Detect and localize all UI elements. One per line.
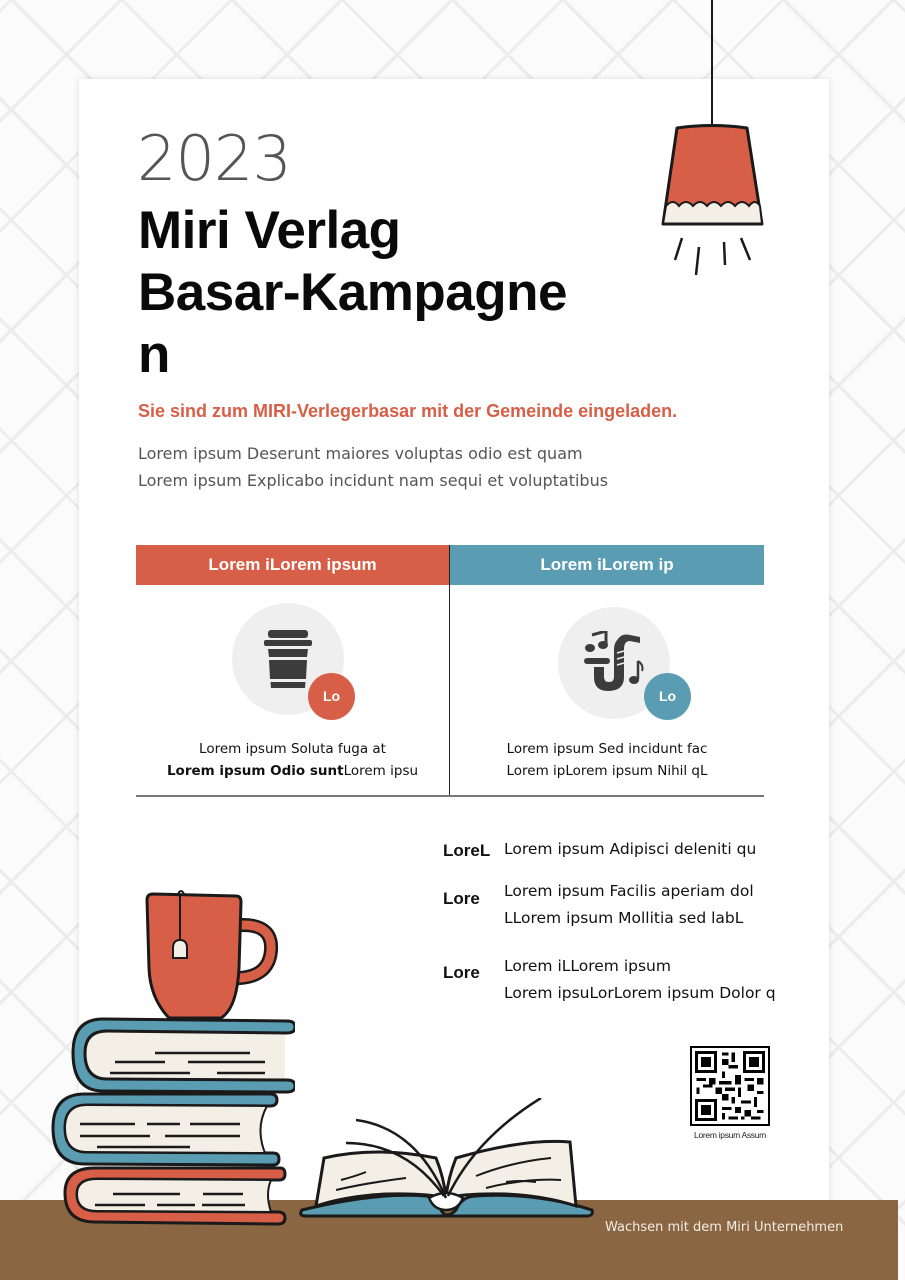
description-line: Lorem ipsum Explicabo incidunt nam sequi et voluptatibus	[138, 471, 609, 490]
badge: Lo	[308, 673, 355, 720]
column-text-line: Lorem ipLorem ipsum Nihil qL	[506, 763, 708, 779]
qr-caption: Lorem ipsum Assum	[694, 1130, 766, 1140]
year-label: 2023	[137, 122, 291, 195]
feature-column-coffee	[136, 545, 450, 795]
bold-text: Lorem ipsum Odio sunt	[166, 763, 344, 779]
description-line: Lorem ipsum Deserunt maiores voluptas odio est quam	[138, 444, 583, 463]
column-text	[136, 738, 449, 782]
column-text-line	[136, 760, 449, 782]
feature-table	[136, 545, 764, 797]
page-title	[138, 200, 608, 386]
info-line: Lorem iLLorem ipsum	[504, 957, 671, 975]
info-key: Lore	[443, 889, 480, 908]
coffee-cup-icon	[258, 627, 318, 691]
title-line: Miri Verlag	[138, 201, 401, 260]
badge: Lo	[644, 673, 691, 720]
column-text-line: Lorem ipsum Sed incidunt fac	[506, 741, 708, 757]
subtitle: Sie sind zum MIRI-Verlegerbasar mit der Gemeinde eingeladen.	[138, 401, 678, 421]
info-value	[504, 953, 776, 1007]
feature-column-music	[450, 545, 764, 795]
column-text-line: Lorem ipsum Soluta fuga at	[199, 741, 386, 757]
column-header: Lorem iLorem ip	[450, 545, 764, 585]
description	[138, 440, 608, 494]
saxophone-music-icon	[584, 631, 648, 695]
info-line: Lorem ipsum Adipisci deleniti qu	[504, 840, 757, 858]
qr-code[interactable]	[690, 1046, 770, 1126]
column-text	[450, 738, 764, 782]
info-line: LLorem ipsum Mollitia sed labL	[504, 909, 744, 927]
info-line: Lorem ipsuLorLorem ipsum Dolor q	[504, 984, 776, 1002]
column-header: Lorem iLorem ipsum	[136, 545, 449, 585]
book-stack-mug-icon	[45, 888, 295, 1228]
lamp-cord	[711, 0, 713, 128]
info-key: Lore	[443, 963, 480, 982]
open-book-icon	[296, 1098, 596, 1223]
info-value	[504, 878, 754, 932]
info-value	[504, 836, 756, 863]
hanging-lamp-icon	[655, 120, 770, 280]
info-key: LoreL	[443, 841, 491, 860]
footer-text: Wachsen mit dem Miri Unternehmen	[605, 1220, 844, 1235]
info-line: Lorem ipsum Facilis aperiam dol	[504, 882, 754, 900]
title-line: Basar-Kampagne	[138, 263, 567, 322]
title-line: n	[138, 325, 170, 384]
text: Lorem ipsu	[343, 763, 419, 779]
